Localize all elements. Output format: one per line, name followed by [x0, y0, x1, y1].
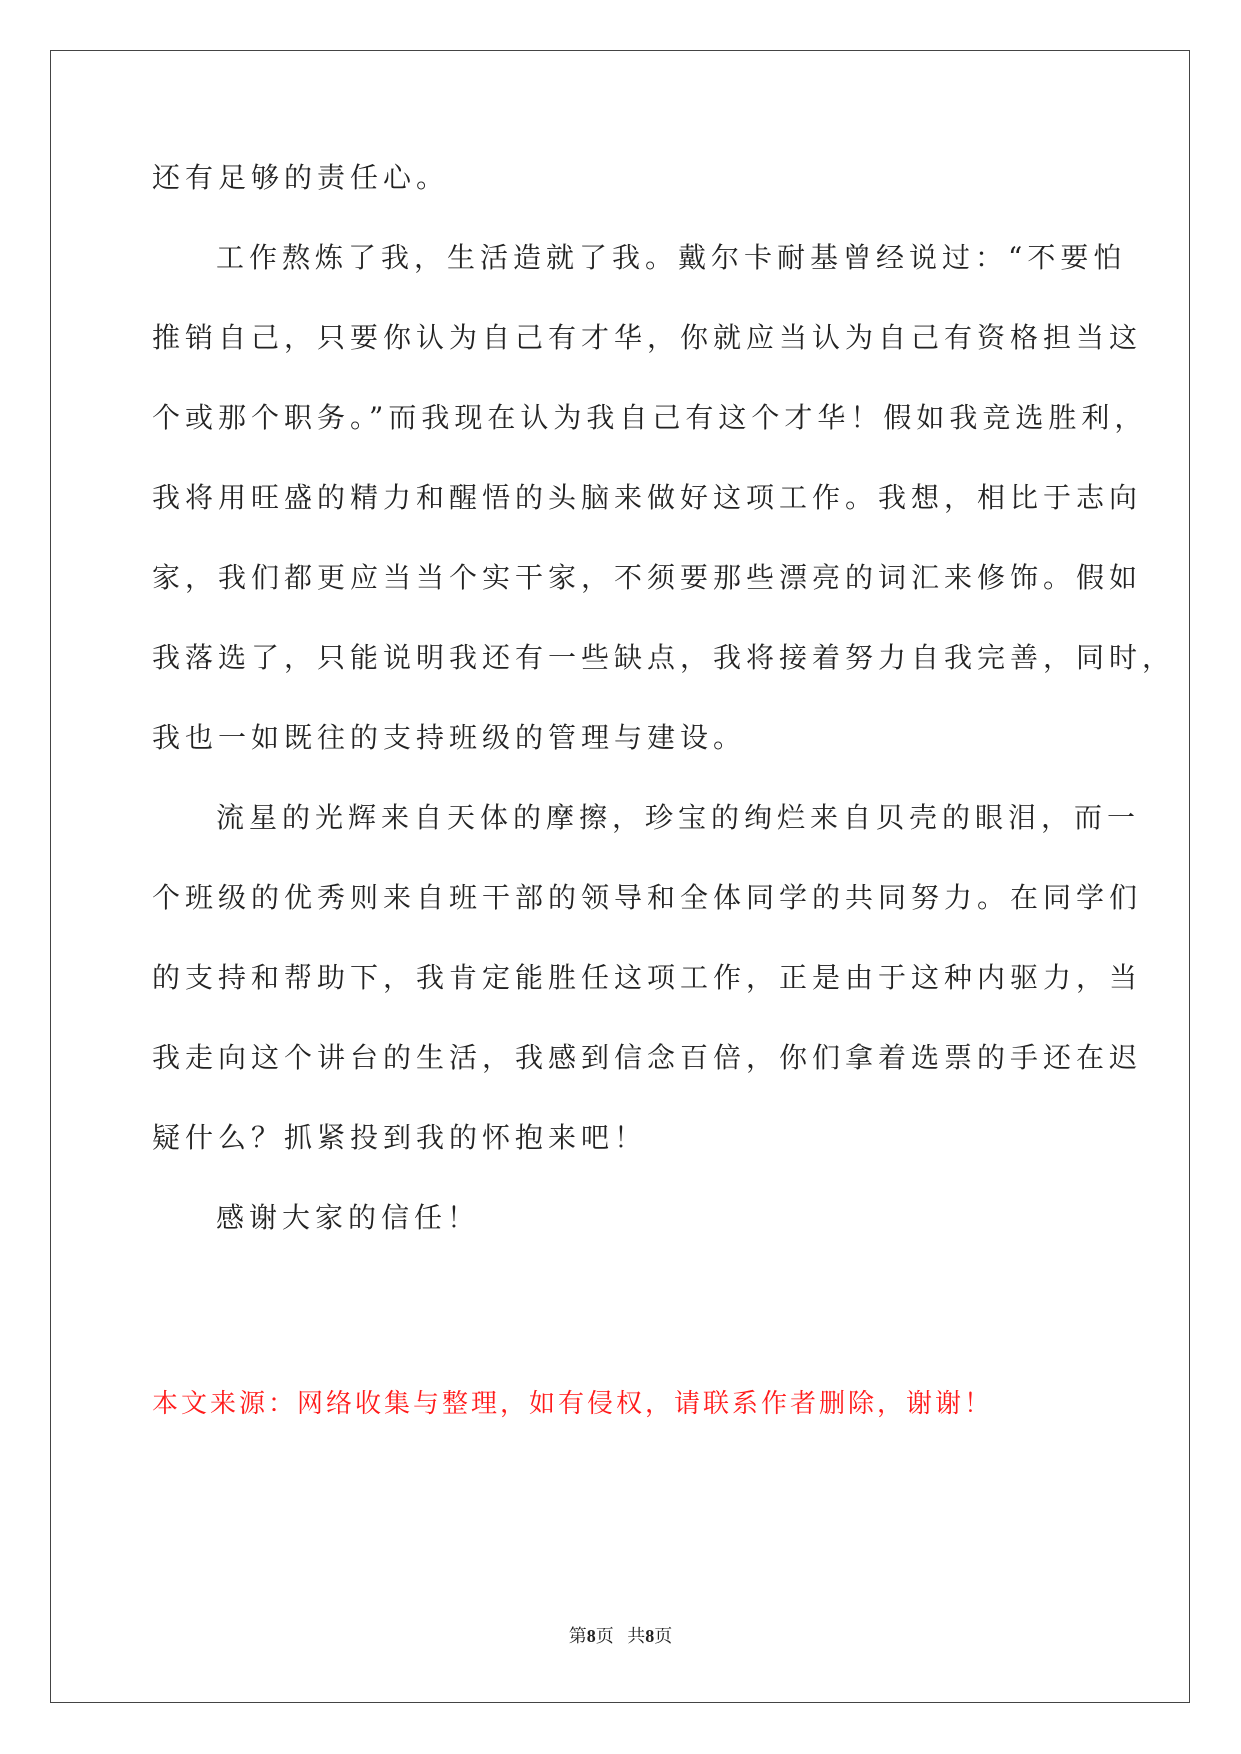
paragraph-line: 个或那个职务。”而我现在认为我自己有这个才华！假如我竞选胜利，: [152, 401, 1148, 434]
footer-page-number: 8: [586, 1626, 596, 1646]
source-note: 本文来源：网络收集与整理，如有侵权，请联系作者删除，谢谢！: [152, 1389, 994, 1419]
paragraph-line: 我走向这个讲台的生活，我感到信念百倍，你们拿着选票的手还在迟: [152, 1041, 1143, 1074]
footer-page-suffix: 页: [595, 1626, 614, 1646]
paragraph-line: 工作熬炼了我，生活造就了我。戴尔卡耐基曾经说过：“不要怕: [216, 241, 1127, 274]
paragraph-line: 推销自己，只要你认为自己有才华，你就应当认为自己有资格担当这: [152, 321, 1143, 354]
paragraph-line: 流星的光辉来自天体的摩擦，珍宝的绚烂来自贝壳的眼泪，而一: [216, 801, 1141, 834]
footer-total-number: 8: [645, 1626, 655, 1646]
footer-total-prefix: 共: [627, 1626, 646, 1646]
paragraph-line: 我也一如既往的支持班级的管理与建设。: [152, 721, 747, 754]
footer-page-prefix: 第: [568, 1626, 587, 1646]
page-footer: [0, 1624, 1241, 1648]
paragraph-line: 我落选了，只能说明我还有一些缺点，我将接着努力自我完善，同时，: [152, 641, 1176, 674]
paragraph-line: 还有足够的责任心。: [152, 161, 450, 194]
paragraph-line: 的支持和帮助下，我肯定能胜任这项工作，正是由于这种内驱力，当: [152, 961, 1143, 994]
paragraph-line: 家，我们都更应当当个实干家，不须要那些漂亮的词汇来修饰。假如: [152, 561, 1143, 594]
paragraph-line: 疑什么？抓紧投到我的怀抱来吧！: [152, 1121, 648, 1154]
footer-total-suffix: 页: [654, 1626, 673, 1646]
page-border: [50, 50, 1190, 1703]
paragraph-line: 我将用旺盛的精力和醒悟的头脑来做好这项工作。我想，相比于志向: [152, 481, 1143, 514]
paragraph-line: 感谢大家的信任！: [216, 1201, 481, 1234]
paragraph-line: 个班级的优秀则来自班干部的领导和全体同学的共同努力。在同学们: [152, 881, 1143, 914]
